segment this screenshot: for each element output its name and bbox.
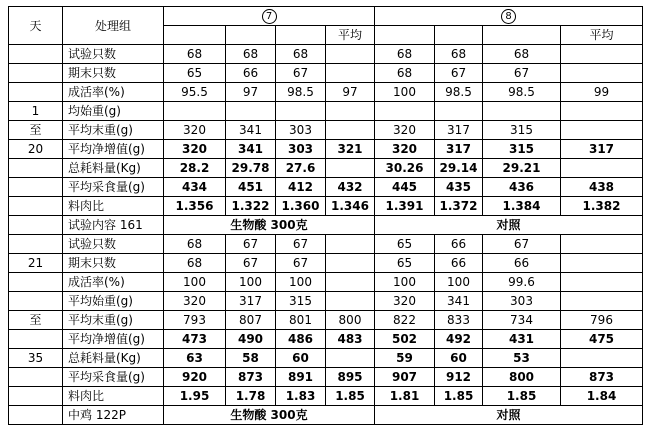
value-cell: 27.6 xyxy=(276,159,326,178)
empty-cell xyxy=(9,64,63,83)
value-cell: 920 xyxy=(164,368,226,387)
value-cell: 833 xyxy=(435,311,483,330)
value-cell: 475 xyxy=(561,330,643,349)
empty-cell xyxy=(326,121,375,140)
row-label: 均始重(g) xyxy=(63,102,164,121)
value-cell: 67 xyxy=(226,254,276,273)
value-cell: 1.85 xyxy=(326,387,375,406)
table-row xyxy=(9,311,643,330)
value-cell: 68 xyxy=(483,45,561,64)
empty-cell xyxy=(9,216,63,235)
value-cell: 321 xyxy=(326,140,375,159)
value-cell: 320 xyxy=(375,121,435,140)
value-cell: 317 xyxy=(226,292,276,311)
row-label: 平均末重(g) xyxy=(63,121,164,140)
value-cell: 341 xyxy=(226,140,276,159)
empty-cell xyxy=(276,26,326,45)
value-cell: 483 xyxy=(326,330,375,349)
empty-cell xyxy=(9,178,63,197)
empty-cell xyxy=(276,102,326,121)
table-row xyxy=(9,349,643,368)
empty-cell xyxy=(9,330,63,349)
value-cell: 341 xyxy=(435,292,483,311)
empty-cell xyxy=(9,387,63,406)
value-cell: 99.6 xyxy=(483,273,561,292)
table-row xyxy=(9,102,643,121)
value-cell: 68 xyxy=(164,45,226,64)
value-cell: 100 xyxy=(226,273,276,292)
value-cell: 98.5 xyxy=(435,83,483,102)
empty-cell xyxy=(326,235,375,254)
value-cell: 68 xyxy=(164,235,226,254)
row-label: 试验内容 161 xyxy=(63,216,164,235)
value-cell: 438 xyxy=(561,178,643,197)
empty-cell xyxy=(435,26,483,45)
empty-cell xyxy=(375,102,435,121)
page xyxy=(0,6,645,425)
avg-header: 平均 xyxy=(326,26,375,45)
row-label: 平均净增值(g) xyxy=(63,140,164,159)
row-label: 平均采食量(g) xyxy=(63,178,164,197)
day-cell: 1 xyxy=(9,102,63,121)
value-cell: 68 xyxy=(435,45,483,64)
value-cell: 907 xyxy=(375,368,435,387)
value-cell: 303 xyxy=(276,140,326,159)
value-cell: 29.21 xyxy=(483,159,561,178)
empty-cell xyxy=(561,121,643,140)
row-label: 总耗料量(Kg) xyxy=(63,159,164,178)
value-cell: 28.2 xyxy=(164,159,226,178)
value-cell: 66 xyxy=(226,64,276,83)
empty-cell xyxy=(561,273,643,292)
table-row xyxy=(9,64,643,83)
day-cell: 21 xyxy=(9,254,63,273)
empty-cell xyxy=(561,235,643,254)
value-cell: 895 xyxy=(326,368,375,387)
value-cell: 1.81 xyxy=(375,387,435,406)
row-label: 中鸡 122P xyxy=(63,406,164,425)
value-cell: 801 xyxy=(276,311,326,330)
value-cell: 822 xyxy=(375,311,435,330)
table-row xyxy=(9,330,643,349)
value-cell: 1.372 xyxy=(435,197,483,216)
row-label: 期末只数 xyxy=(63,64,164,83)
value-cell: 68 xyxy=(375,64,435,83)
value-cell: 67 xyxy=(226,235,276,254)
results-table xyxy=(8,6,643,425)
value-cell: 317 xyxy=(561,140,643,159)
value-cell: 1.356 xyxy=(164,197,226,216)
value-cell: 341 xyxy=(226,121,276,140)
value-cell: 66 xyxy=(483,254,561,273)
value-cell: 431 xyxy=(483,330,561,349)
value-cell: 95.5 xyxy=(164,83,226,102)
row-label: 期末只数 xyxy=(63,254,164,273)
value-cell: 303 xyxy=(483,292,561,311)
value-cell: 436 xyxy=(483,178,561,197)
row-label: 平均净增值(g) xyxy=(63,330,164,349)
value-cell: 315 xyxy=(483,140,561,159)
empty-cell xyxy=(9,406,63,425)
value-cell: 68 xyxy=(164,254,226,273)
value-cell: 486 xyxy=(276,330,326,349)
value-cell: 873 xyxy=(226,368,276,387)
table-row xyxy=(9,216,643,235)
value-cell: 451 xyxy=(226,178,276,197)
row-label: 料肉比 xyxy=(63,387,164,406)
value-cell: 99 xyxy=(561,83,643,102)
empty-cell xyxy=(326,273,375,292)
empty-cell xyxy=(9,45,63,64)
value-cell: 66 xyxy=(435,254,483,273)
table-row xyxy=(9,254,643,273)
value-cell: 320 xyxy=(164,140,226,159)
value-cell: 473 xyxy=(164,330,226,349)
value-cell: 320 xyxy=(375,292,435,311)
day-cell: 至 xyxy=(9,121,63,140)
value-cell: 100 xyxy=(435,273,483,292)
empty-cell xyxy=(561,102,643,121)
value-cell: 320 xyxy=(164,121,226,140)
value-cell: 434 xyxy=(164,178,226,197)
value-cell: 891 xyxy=(276,368,326,387)
empty-cell xyxy=(164,26,226,45)
table-body xyxy=(9,7,643,425)
value-cell: 68 xyxy=(226,45,276,64)
row-label: 试验只数 xyxy=(63,45,164,64)
value-cell: 1.95 xyxy=(164,387,226,406)
empty-cell xyxy=(9,292,63,311)
value-cell: 67 xyxy=(276,235,326,254)
value-cell: 58 xyxy=(226,349,276,368)
value-cell: 98.5 xyxy=(483,83,561,102)
value-cell: 912 xyxy=(435,368,483,387)
group-8-header xyxy=(375,7,643,26)
value-cell: 412 xyxy=(276,178,326,197)
day-cell: 至 xyxy=(9,311,63,330)
value-cell: 65 xyxy=(164,64,226,83)
table-row xyxy=(9,368,643,387)
value-cell: 29.78 xyxy=(226,159,276,178)
value-cell: 1.322 xyxy=(226,197,276,216)
value-cell: 68 xyxy=(375,45,435,64)
value-cell: 320 xyxy=(164,292,226,311)
empty-cell xyxy=(9,273,63,292)
value-cell: 502 xyxy=(375,330,435,349)
value-cell: 315 xyxy=(483,121,561,140)
empty-cell xyxy=(326,64,375,83)
empty-cell xyxy=(483,102,561,121)
value-cell: 1.391 xyxy=(375,197,435,216)
group-7-header xyxy=(164,7,375,26)
value-cell: 1.346 xyxy=(326,197,375,216)
value-cell: 1.84 xyxy=(561,387,643,406)
value-cell: 67 xyxy=(435,64,483,83)
empty-cell xyxy=(561,254,643,273)
table-row xyxy=(9,406,643,425)
empty-cell xyxy=(326,45,375,64)
value-cell: 435 xyxy=(435,178,483,197)
value-cell: 1.78 xyxy=(226,387,276,406)
empty-cell xyxy=(561,159,643,178)
value-cell: 60 xyxy=(276,349,326,368)
value-cell: 100 xyxy=(375,273,435,292)
table-row xyxy=(9,45,643,64)
value-cell: 67 xyxy=(483,64,561,83)
table-row xyxy=(9,292,643,311)
value-cell: 98.5 xyxy=(276,83,326,102)
circled-number-8: 8 xyxy=(501,9,516,24)
value-cell: 432 xyxy=(326,178,375,197)
value-cell: 67 xyxy=(483,235,561,254)
col-header-group: 处理组 xyxy=(63,7,164,45)
value-cell: 97 xyxy=(326,83,375,102)
empty-cell xyxy=(326,102,375,121)
row-label: 料肉比 xyxy=(63,197,164,216)
value-cell: 29.14 xyxy=(435,159,483,178)
value-cell: 317 xyxy=(435,121,483,140)
empty-cell xyxy=(326,254,375,273)
empty-cell xyxy=(326,349,375,368)
value-cell: 1.83 xyxy=(276,387,326,406)
value-cell: 796 xyxy=(561,311,643,330)
empty-cell xyxy=(9,159,63,178)
value-cell: 100 xyxy=(276,273,326,292)
table-row xyxy=(9,159,643,178)
value-cell: 800 xyxy=(483,368,561,387)
empty-cell xyxy=(9,368,63,387)
empty-cell xyxy=(375,26,435,45)
value-cell: 53 xyxy=(483,349,561,368)
table-row xyxy=(9,83,643,102)
treatment-span: 生物酸 300克 xyxy=(164,216,375,235)
empty-cell xyxy=(226,102,276,121)
empty-cell xyxy=(226,26,276,45)
treatment-span: 生物酸 300克 xyxy=(164,406,375,425)
table-row xyxy=(9,387,643,406)
value-cell: 492 xyxy=(435,330,483,349)
empty-cell xyxy=(483,26,561,45)
value-cell: 315 xyxy=(276,292,326,311)
value-cell: 873 xyxy=(561,368,643,387)
value-cell: 68 xyxy=(276,45,326,64)
table-row xyxy=(9,273,643,292)
empty-cell xyxy=(561,349,643,368)
value-cell: 100 xyxy=(164,273,226,292)
avg-header: 平均 xyxy=(561,26,643,45)
empty-cell xyxy=(435,102,483,121)
row-label: 平均末重(g) xyxy=(63,311,164,330)
table-row xyxy=(9,7,643,26)
control-span: 对照 xyxy=(375,406,643,425)
value-cell: 63 xyxy=(164,349,226,368)
empty-cell xyxy=(561,292,643,311)
row-label: 成活率(%) xyxy=(63,273,164,292)
table-row xyxy=(9,121,643,140)
empty-cell xyxy=(9,235,63,254)
value-cell: 320 xyxy=(375,140,435,159)
empty-cell xyxy=(9,83,63,102)
value-cell: 67 xyxy=(276,64,326,83)
row-label: 平均始重(g) xyxy=(63,292,164,311)
row-label: 试验只数 xyxy=(63,235,164,254)
value-cell: 1.360 xyxy=(276,197,326,216)
table-row xyxy=(9,197,643,216)
value-cell: 445 xyxy=(375,178,435,197)
table-row xyxy=(9,140,643,159)
row-label: 成活率(%) xyxy=(63,83,164,102)
table-row xyxy=(9,178,643,197)
value-cell: 317 xyxy=(435,140,483,159)
table-row xyxy=(9,235,643,254)
value-cell: 490 xyxy=(226,330,276,349)
col-header-day: 天 xyxy=(9,7,63,45)
value-cell: 734 xyxy=(483,311,561,330)
value-cell: 800 xyxy=(326,311,375,330)
empty-cell xyxy=(326,292,375,311)
value-cell: 65 xyxy=(375,254,435,273)
circled-number-7: 7 xyxy=(262,9,277,24)
empty-cell xyxy=(9,197,63,216)
value-cell: 60 xyxy=(435,349,483,368)
day-cell: 35 xyxy=(9,349,63,368)
empty-cell xyxy=(164,102,226,121)
value-cell: 100 xyxy=(375,83,435,102)
value-cell: 30.26 xyxy=(375,159,435,178)
value-cell: 1.85 xyxy=(435,387,483,406)
row-label: 平均采食量(g) xyxy=(63,368,164,387)
value-cell: 1.384 xyxy=(483,197,561,216)
row-label: 总耗料量(Kg) xyxy=(63,349,164,368)
value-cell: 59 xyxy=(375,349,435,368)
empty-cell xyxy=(561,45,643,64)
value-cell: 67 xyxy=(276,254,326,273)
value-cell: 793 xyxy=(164,311,226,330)
empty-cell xyxy=(326,159,375,178)
value-cell: 807 xyxy=(226,311,276,330)
empty-cell xyxy=(561,64,643,83)
control-span: 对照 xyxy=(375,216,643,235)
value-cell: 303 xyxy=(276,121,326,140)
value-cell: 97 xyxy=(226,83,276,102)
day-cell: 20 xyxy=(9,140,63,159)
value-cell: 1.85 xyxy=(483,387,561,406)
value-cell: 1.382 xyxy=(561,197,643,216)
value-cell: 66 xyxy=(435,235,483,254)
value-cell: 65 xyxy=(375,235,435,254)
